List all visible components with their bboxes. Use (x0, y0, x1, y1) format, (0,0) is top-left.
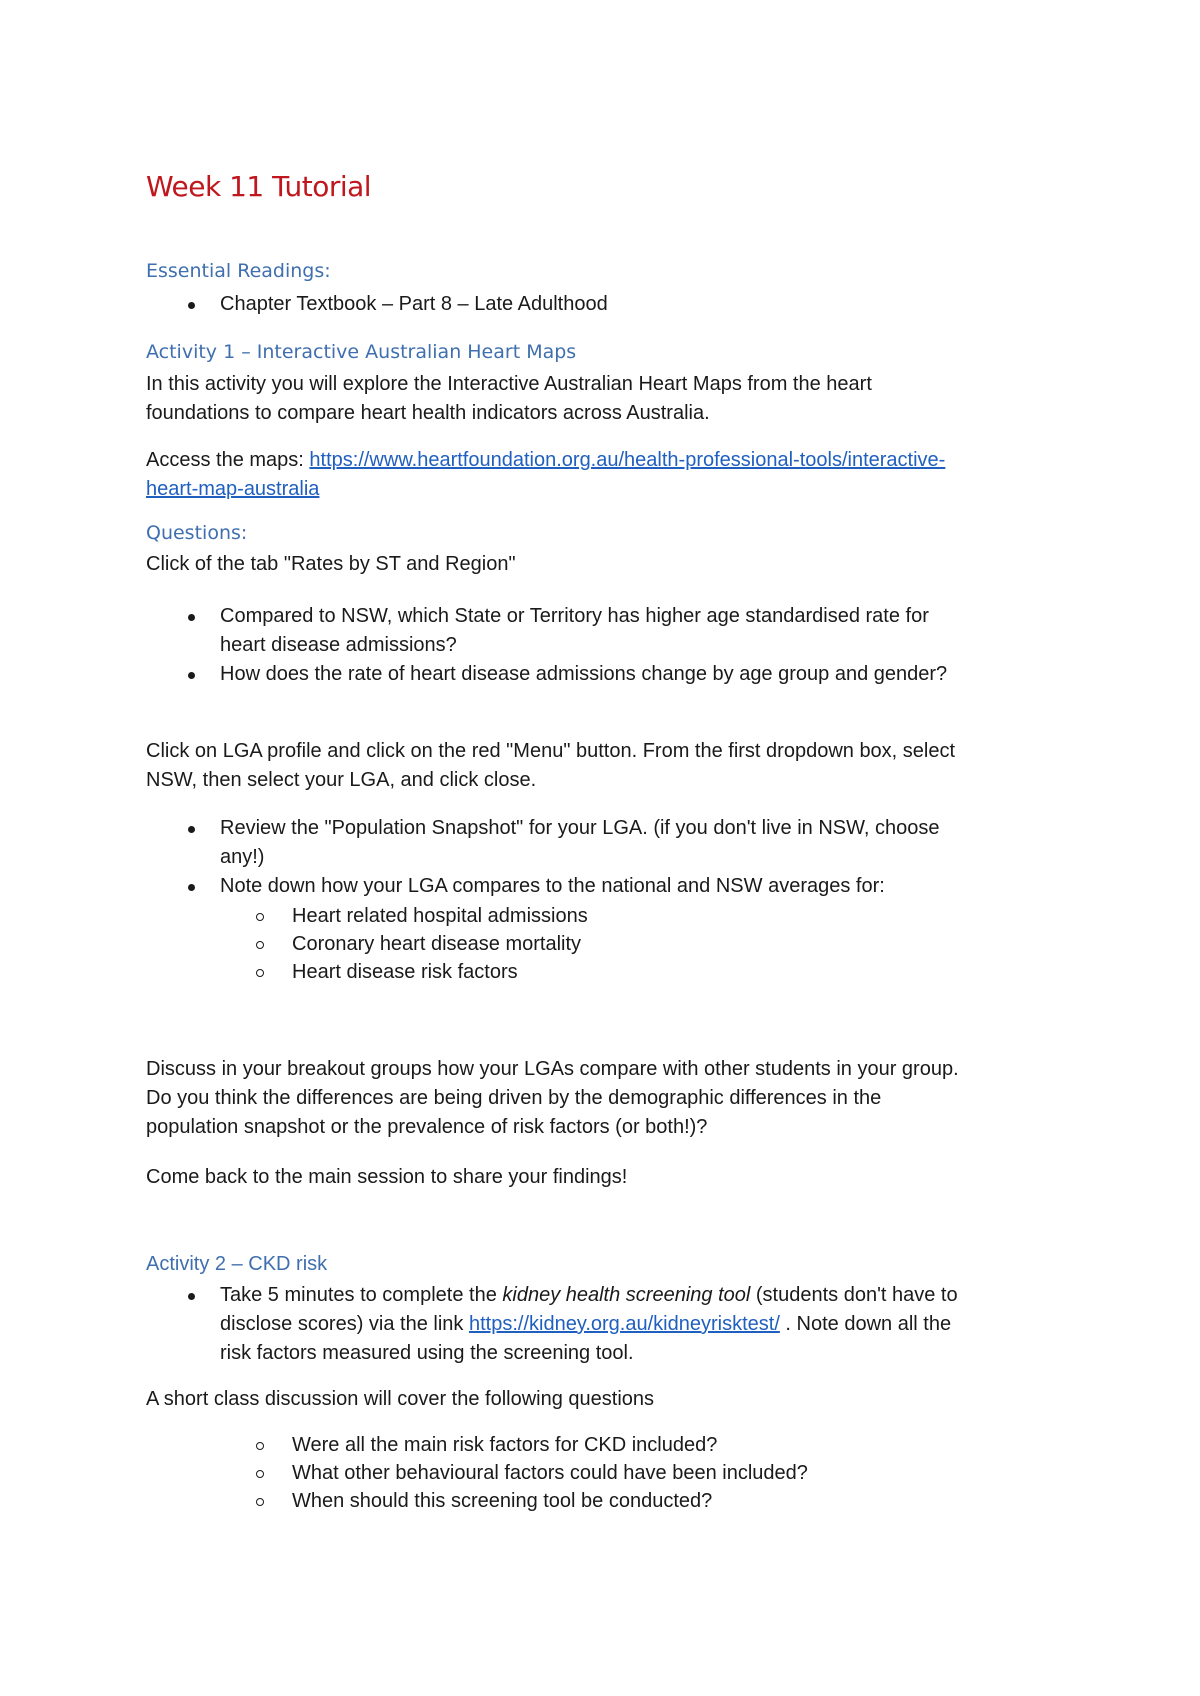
list-item: Take 5 minutes to complete the kidney health screening tool (students don't have to disclose scores) via the link https://kidney.org.au/kidneyrisktest/ . Note down all the risk factors measured using the screening tool. (146, 1281, 1066, 1368)
compare-sublist (146, 902, 1066, 986)
circle-bullet-icon (256, 913, 264, 921)
activity1-heading: Activity 1 – Interactive Australian Heart Maps (146, 341, 577, 363)
kidney-risk-test-link[interactable]: https://kidney.org.au/kidneyrisktest/ (468, 1313, 780, 1335)
discussion-sublist (146, 1431, 1066, 1515)
list-item: Chapter Textbook – Part 8 – Late Adulthood (146, 290, 1066, 319)
lga-list (146, 814, 1066, 901)
activity2-heading: Activity 2 – CKD risk (146, 1253, 328, 1275)
circle-bullet-icon (256, 1498, 264, 1506)
circle-bullet-icon (256, 969, 264, 977)
questions-heading: Questions: (146, 522, 248, 544)
list-item: How does the rate of heart disease admissions change by age group and gender? (146, 660, 1066, 689)
list-item: Note down how your LGA compares to the national and NSW averages for: (146, 872, 1066, 901)
sublist-item: Heart disease risk factors (146, 958, 1066, 986)
sublist-item: When should this screening tool be conducted? (146, 1487, 1066, 1515)
bullet-icon (188, 1293, 195, 1300)
bullet-icon (188, 614, 195, 621)
click-tab-instruction: Click of the tab "Rates by ST and Region" (146, 553, 516, 575)
sublist-item: Coronary heart disease mortality (146, 930, 1066, 958)
access-maps-paragraph: Access the maps: https://www.heartfoundation.org.au/health-professional-tools/interactive- heart-map-australia (146, 449, 946, 500)
activity1-intro: In this activity you will explore the Interactive Australian Heart Maps from the heart foundations to compare heart health indicators across Australia. (146, 373, 872, 424)
bullet-icon (188, 884, 195, 891)
questions-list (146, 602, 1066, 689)
heart-map-link[interactable]: https://www.heartfoundation.org.au/health-professional-tools/interactive- heart-map-australia (146, 449, 946, 500)
sublist-item: Were all the main risk factors for CKD included? (146, 1431, 1066, 1459)
bullet-icon (188, 672, 195, 679)
list-item: Review the "Population Snapshot" for your LGA. (if you don't live in NSW, choose any!) (146, 814, 1066, 872)
sublist-item: Heart related hospital admissions (146, 902, 1066, 930)
sublist-item: What other behavioural factors could have been included? (146, 1459, 1066, 1487)
page-title: Week 11 Tutorial (146, 170, 372, 203)
discussion-intro: A short class discussion will cover the following questions (146, 1388, 655, 1410)
lga-instruction: Click on LGA profile and click on the red "Menu" button. From the first dropdown box, select NSW, then select your LGA, and click close. (146, 740, 956, 791)
essential-readings-list (146, 290, 1066, 319)
discuss-paragraph: Discuss in your breakout groups how your LGAs compare with other students in your group. Do you think the differences are being driven by the demographic differences in the population snapshot or the prevalence of risk factors (or both!)? (146, 1058, 959, 1138)
bullet-icon (188, 826, 195, 833)
list-item: Compared to NSW, which State or Territory has higher age standardised rate for heart disease admissions? (146, 602, 1066, 660)
activity2-task-list (146, 1281, 1066, 1368)
circle-bullet-icon (256, 941, 264, 949)
circle-bullet-icon (256, 1442, 264, 1450)
essential-readings-heading: Essential Readings: (146, 260, 331, 282)
circle-bullet-icon (256, 1470, 264, 1478)
come-back-paragraph: Come back to the main session to share your findings! (146, 1166, 628, 1188)
bullet-icon (188, 302, 195, 309)
